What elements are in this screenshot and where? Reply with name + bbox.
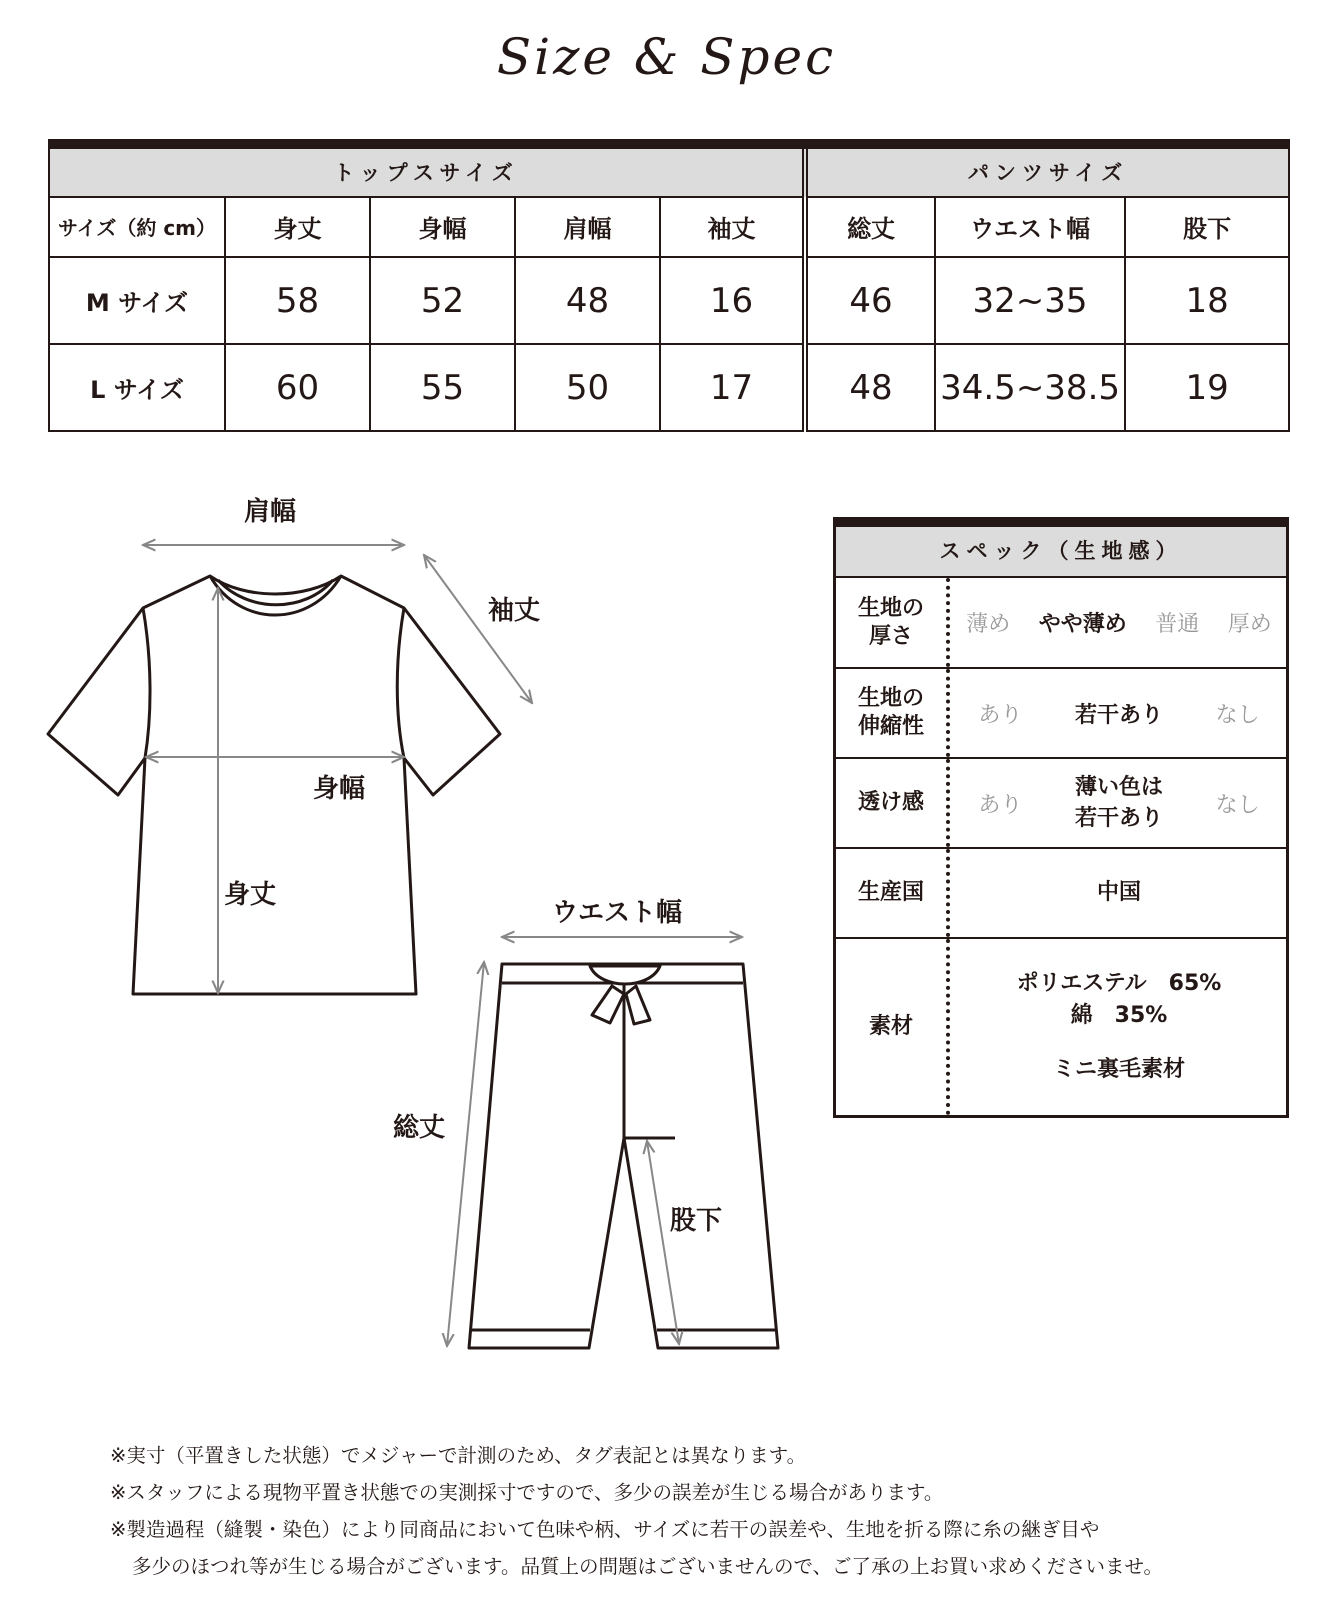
table-cell: 58 xyxy=(225,257,370,344)
tshirt-outline xyxy=(48,576,500,994)
spec-row-material xyxy=(836,939,1286,1115)
row-label-l: L サイズ xyxy=(49,344,225,431)
table-cell: 60 xyxy=(225,344,370,431)
sleeve-length-label: 袖丈 xyxy=(488,596,541,626)
note-line: ※製造過程（縫製・染色）により同商品において色味や柄、サイズに若干の誤差や、生地を折る際に糸の継ぎ目や xyxy=(110,1518,1100,1541)
column-header-total-length: 総丈 xyxy=(805,197,935,258)
dotted-separator xyxy=(946,849,950,937)
column-header-body-width: 身幅 xyxy=(370,197,515,258)
spec-option: 厚め xyxy=(1227,612,1272,637)
table-cell: 48 xyxy=(515,257,660,344)
dotted-separator xyxy=(946,939,950,1115)
shoulder-width-label: 肩幅 xyxy=(244,497,297,527)
spec-row-sheer xyxy=(836,759,1286,849)
note-line: 多少のほつれ等が生じる場合がございます。品質上の問題はございませんので、ご了承の上お買い求めくださいませ。 xyxy=(132,1555,1163,1578)
spec-value-material-3: ミニ裏毛素材 xyxy=(1052,1057,1185,1082)
body-width-label: 身幅 xyxy=(313,774,366,804)
dotted-separator xyxy=(946,578,950,667)
column-header-sleeve-length: 袖丈 xyxy=(660,197,805,258)
spec-value-material-1: ポリエステル 65% xyxy=(1016,971,1222,996)
spec-option: なし xyxy=(1215,702,1260,728)
spec-label-material: 素材 xyxy=(868,1014,913,1039)
spec-option: 薄め xyxy=(966,612,1011,637)
spec-option-selected: 若干あり xyxy=(1074,702,1163,728)
spec-label-origin: 生産国 xyxy=(857,880,924,905)
table-cell: 55 xyxy=(370,344,515,431)
note-line: ※スタッフによる現物平置き状態での実測採寸ですので、多少の誤差が生じる場合があります。 xyxy=(110,1481,944,1504)
column-header-inseam: 股下 xyxy=(1125,197,1289,258)
spec-label-stretch: 生地の 伸縮性 xyxy=(857,686,924,739)
table-cell: 32~35 xyxy=(935,257,1125,344)
spec-row-stretch xyxy=(836,669,1286,759)
notes xyxy=(110,1437,1163,1585)
inseam-label: 股下 xyxy=(670,1206,723,1236)
table-cell: 48 xyxy=(805,344,935,431)
waist-width-label: ウエスト幅 xyxy=(552,898,683,928)
table-cell: 34.5~38.5 xyxy=(935,344,1125,431)
spec-option: あり xyxy=(978,702,1023,728)
total-length-label: 総丈 xyxy=(393,1113,446,1143)
table-cell: 52 xyxy=(370,257,515,344)
spec-value-material-2: 綿 35% xyxy=(1070,1003,1168,1028)
note-line: ※実寸（平置きした状態）でメジャーで計測のため、タグ表記とは異なります。 xyxy=(110,1444,807,1467)
page-title: Size & Spec xyxy=(496,28,837,86)
spec-value-origin: 中国 xyxy=(1096,880,1141,905)
spec-table xyxy=(833,517,1289,1118)
spec-row-origin xyxy=(836,849,1286,939)
row-label-m: M サイズ xyxy=(49,257,225,344)
table-cell: 17 xyxy=(660,344,805,431)
dotted-separator xyxy=(946,669,950,757)
column-header-waist-width: ウエスト幅 xyxy=(935,197,1125,258)
body-length-label: 身丈 xyxy=(224,880,277,910)
spec-option: あり xyxy=(978,792,1023,818)
dotted-separator xyxy=(946,759,950,847)
spec-option: 普通 xyxy=(1155,612,1200,637)
spec-table-title: スペック（生地感） xyxy=(836,527,1286,578)
spec-option-selected: やや薄め xyxy=(1038,612,1127,637)
pants-outline xyxy=(469,964,778,1348)
spec-row-thickness xyxy=(836,578,1286,669)
tops-size-header: トップスサイズ xyxy=(49,144,805,197)
spec-option: なし xyxy=(1215,792,1260,818)
spec-label-sheer: 透け感 xyxy=(857,790,924,815)
spec-option-selected: 薄い色は 若干あり xyxy=(1074,775,1163,831)
spec-label-thickness: 生地の 厚さ xyxy=(857,595,924,649)
table-cell: 46 xyxy=(805,257,935,344)
column-header-shoulder-width: 肩幅 xyxy=(515,197,660,258)
pants-size-header: パンツサイズ xyxy=(805,144,1289,197)
table-cell: 18 xyxy=(1125,257,1289,344)
column-header-size: サイズ（約 cm） xyxy=(49,197,225,258)
table-cell: 16 xyxy=(660,257,805,344)
table-cell: 50 xyxy=(515,344,660,431)
table-cell: 19 xyxy=(1125,344,1289,431)
column-header-body-length: 身丈 xyxy=(225,197,370,258)
